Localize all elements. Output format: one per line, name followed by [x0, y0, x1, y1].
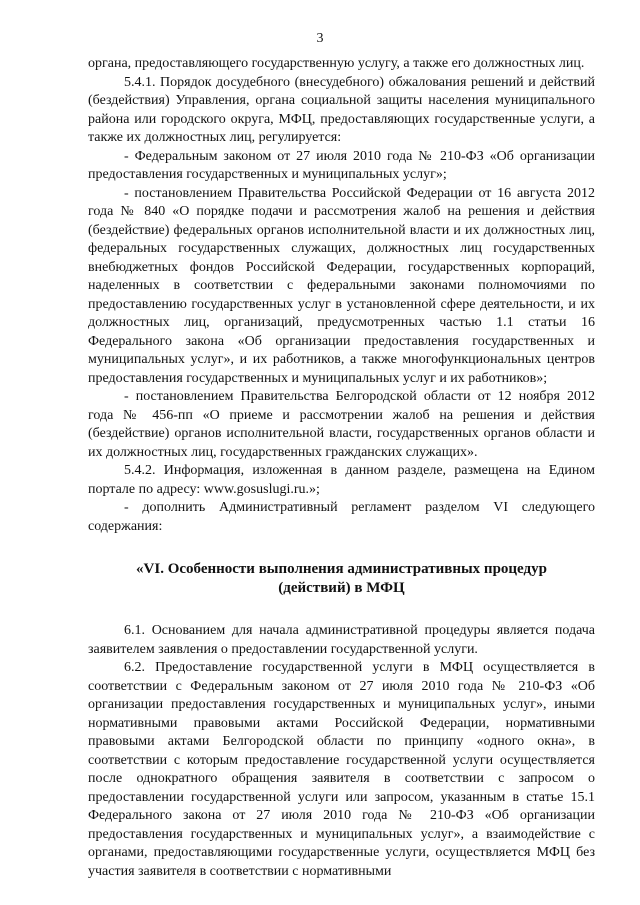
section-title-line: (действий) в МФЦ — [278, 580, 405, 596]
section-title — [88, 560, 595, 598]
page-number: 3 — [316, 31, 324, 46]
paragraph: 5.4.2. Информация, изложенная в данном разделе, размещена на Едином портале по адресу: www.gosuslugi.ru.»; — [88, 463, 595, 497]
paragraph: органа, предоставляющего государственную услугу, а также его должностных лиц. — [88, 56, 585, 71]
paragraph: - постановлением Правительства Белгородской области от 12 ноября 2012 года № 456-пп «О приеме и рассмотрении жалоб на решения и действия (бездействие) органов исполнительной власти, государственных органов области и их должностных лиц, государственных гражданских служащих». — [88, 389, 595, 460]
paragraph: 5.4.1. Порядок досудебного (внесудебного) обжалования решений и действий (бездействия) Управления, органа социальной защиты населения муниципального района или городского округа, МФЦ, предоставляющих государственные услуги, а также их должностных лиц, регулируется: — [88, 74, 595, 145]
paragraph: 6.2. Предоставление государственной услуги в МФЦ осуществляется в соответствии с Федеральным законом от 27 июля 2010 года № 210-ФЗ «Об организации предоставления государственных и муниципальных услуг», иными нормативными правовыми актами Российской Федерации, нормативными правовыми актами Белгородской области по принципу «одного окна», в соответствии с которым предоставление государственной услуги осуществляется после однократного обращения заявителя в соответствии с запросом о предоставлении государственной услуги или запросом, указанным в статье 15.1 Федерального закона от 27 июля 2010 года № 210-ФЗ «Об организации предоставления государственных и муниципальных услуг», а взаимодействие с органами, предоставляющими государственные услуги, осуществляется МФЦ без участия заявителя в соответствии с нормативными — [88, 660, 595, 879]
paragraphs-before-section — [88, 55, 595, 536]
paragraph: - Федеральным законом от 27 июля 2010 года № 210-ФЗ «Об организации предоставления государственных и муниципальных услуг»; — [88, 148, 595, 182]
paragraph: 6.1. Основанием для начала административной процедуры является подача заявителем заявления о предоставлении государственной услуги. — [88, 623, 595, 657]
paragraphs-after-section — [88, 622, 595, 881]
paragraph: - постановлением Правительства Российской Федерации от 16 августа 2012 года № 840 «О порядке подачи и рассмотрения жалоб на решения и действия (бездействие) федеральных органов исполнительной власти и их должностных лиц, федеральных государственных служащих, должностных лиц государственных внебюджетных фондов Российской Федерации, государственных корпораций, наделенных в соответствии с федеральными законами полномочиями по предоставлению государственных услуг в установленной сфере деятельности, и их должностных лиц, организаций, предусмотренных частью 1.1 статьи 16 Федерального закона «Об организации предоставления государственных и муниципальных услуг», и их работников, а также многофункциональных центров предоставления государственных и муниципальных услуг и их работников»; — [88, 185, 595, 386]
document-body — [88, 55, 595, 881]
paragraph: - дополнить Административный регламент разделом VI следующего содержания: — [88, 500, 595, 534]
section-title-line: «VI. Особенности выполнения административных процедур — [136, 561, 547, 577]
